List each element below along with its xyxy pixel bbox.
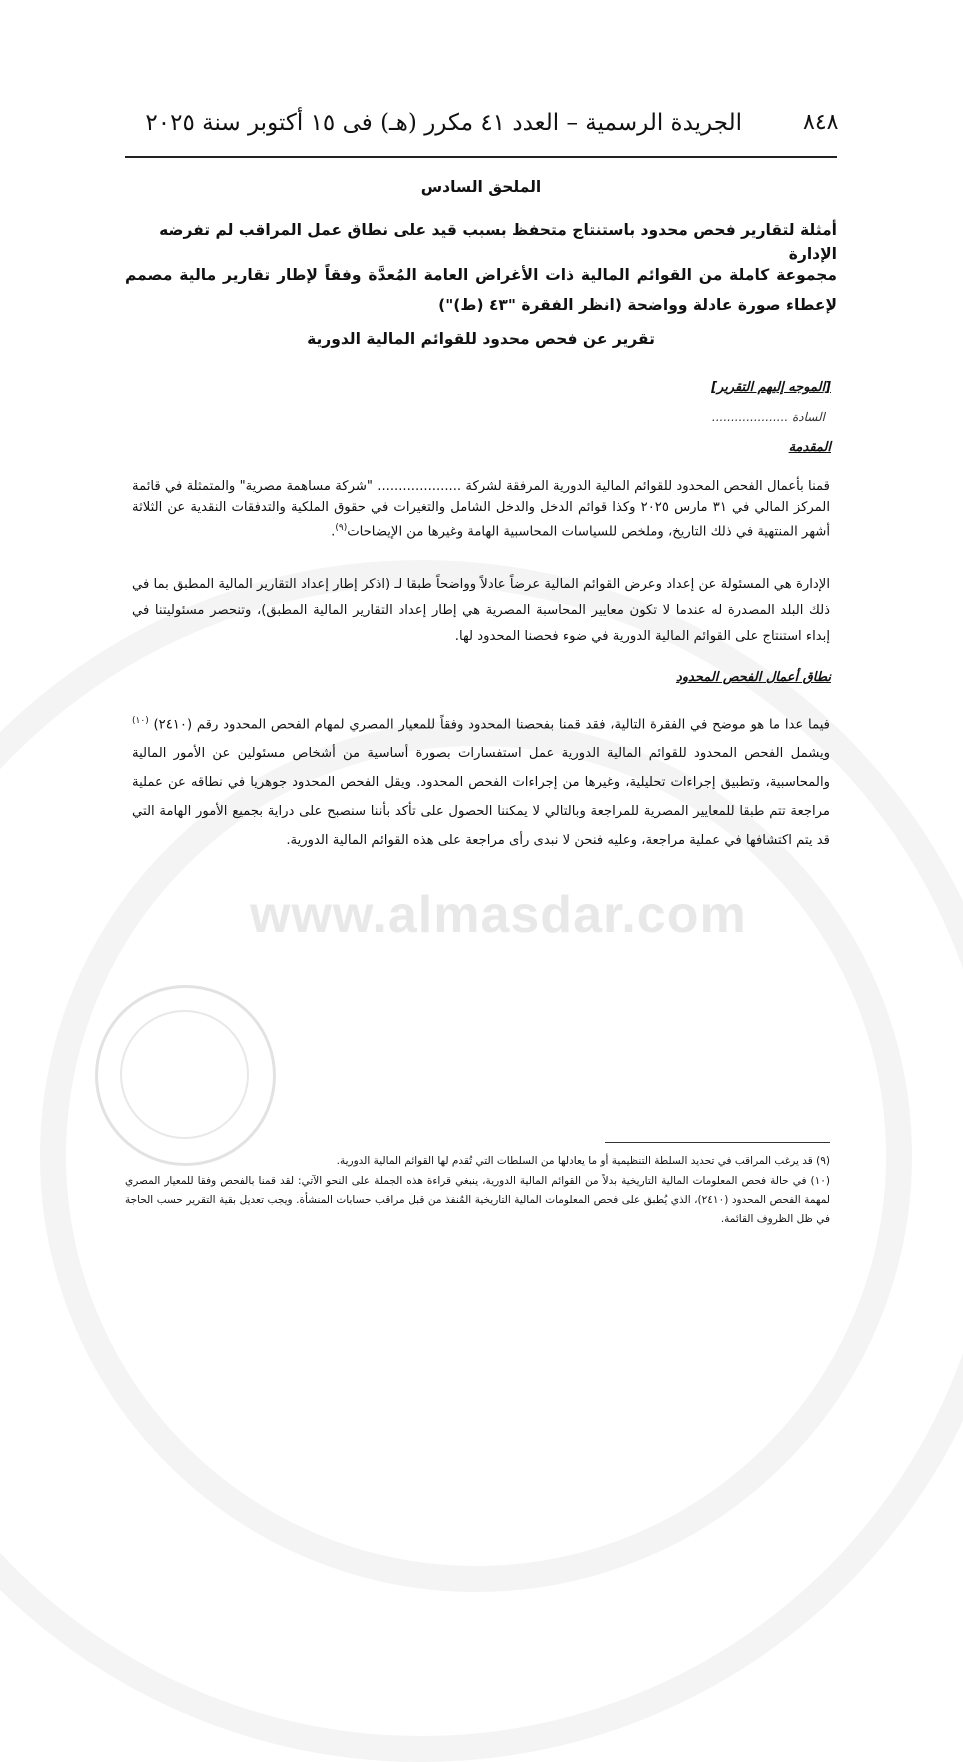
watermark-seal-icon xyxy=(95,985,276,1166)
scope-text-b: ويشمل الفحص المحدود للقوائم المالية الدورية عمل استفسارات بصورة أساسية من أشخاص مسئولين عن الأمور المالية والمحاسبية، وتطبيق إجراءات تحليلية، وغيرها من إجراءات الفحص المحدود. ويقل الفحص المحدود جوهريا في نطاقه عن عملية مراجعة تتم طبقا للمعايير المصرية للمراجعة وبالتالي لا يمكننا الحصول على تأكد بأننا سنصبح على دراية بجميع الأمور الهامة التي قد يتم اكتشافها في عملية مراجعة، وعليه فنحن لا نبدى رأى مراجعة على هذه القوائم المالية الدورية. xyxy=(132,746,830,849)
footnote-ref-10: (١٠) xyxy=(132,716,149,726)
gazette-title: الجريدة الرسمية – العدد ٤١ مكرر (هـ) فى ١٥ أكتوبر سنة ٢٠٢٥ xyxy=(145,110,742,136)
footnote-9-mark: (٩) xyxy=(816,1155,830,1167)
introduction-text-end: . xyxy=(331,524,336,540)
footnote-ref-9: (٩) xyxy=(335,523,348,533)
footnote-divider xyxy=(605,1142,830,1143)
scope-heading: نطاق أعمال الفحص المحدود xyxy=(675,670,831,685)
section-subtitle-2: مجموعة كاملة من القوائم المالية ذات الأغراض العامة المُعدَّة وفقاً لإطار تقارير مالية مصمم لإعطاء صورة عادلة وواضحة (انظر الفقرة "٤٣ (ط)") xyxy=(125,266,837,314)
footnote-10-text: في حالة فحص المعلومات المالية التاريخية بدلاً من القوائم المالية الدورية، ينبغي قراءة هذه الجملة على النحو الآتي: لقد قمنا بالفحص وفقا للمعيار المصري لمهمة الفحص المحدود (٢٤١٠)، الذي يُطبق على فحص المعلومات المالية التاريخية المُنفذ من قبل مراقب حسابات المنشأة. ويجب تعديل بقية التقرير حسب الحاجة في ظل الظروف القائمة. xyxy=(125,1175,830,1225)
footnote-10 xyxy=(125,1172,830,1229)
footnote-9-text: قد يرغب المراقب في تحديد السلطة التنظيمية أو ما يعادلها من السلطات التي تُقدم لها القوائم المالية الدورية. xyxy=(336,1155,813,1167)
header-divider xyxy=(125,156,837,158)
scope-text-a: فيما عدا ما هو موضح في الفقرة التالية، فقد قمنا بفحصنا المحدود وفقاً للمعيار المصري لمهام الفحص المحدود رقم (٢٤١٠) xyxy=(153,717,830,733)
introduction-heading: المقدمة xyxy=(788,440,831,455)
addressee-placeholder: السادة .................... xyxy=(711,410,825,424)
footnote-10-mark: (١٠) xyxy=(810,1175,830,1187)
footnote-9 xyxy=(125,1152,830,1171)
section-subtitle: أمثلة لتقارير فحص محدود باستنتاج متحفظ بسبب قيد على نطاق عمل المراقب لم تفرضه الإدارة xyxy=(159,221,837,263)
introduction-paragraph xyxy=(132,476,830,542)
scope-paragraph xyxy=(132,707,830,855)
watermark-url: www.almasdar.com xyxy=(250,886,747,944)
page-header xyxy=(125,102,837,150)
report-title: تقرير عن فحص محدود للقوائم المالية الدورية xyxy=(307,330,655,348)
page-number: ٨٤٨ xyxy=(803,110,839,135)
addressee-heading: [الموجه إليهم التقرير] xyxy=(711,380,831,395)
annex-title: الملحق السادس xyxy=(420,178,542,196)
introduction-text: قمنا بأعمال الفحص المحدود للقوائم المالية الدورية المرفقة لشركة .................... "شركة مساهمة مصرية" والمتمثلة في قائمة المركز المالي في ٣١ مارس ٢٠٢٥ وكذا قوائم الدخل والدخل الشامل والتغيرات في حقوق الملكية والتدفقات النقدية عن الثلاثة أشهر المنتهية في ذلك التاريخ، وملخص للسياسات المحاسبية الهامة وغيرها من الإيضاحات xyxy=(132,479,830,540)
responsibility-paragraph: الإدارة هي المسئولة عن إعداد وعرض القوائم المالية عرضاً عادلاً وواضحاً طبقا لـ (اذكر إطار إعداد التقارير المالية المطبق بما في ذلك البلد المصدرة له عندما لا تكون معايير المحاسبة المصرية هي إطار إعداد التقارير المالية المطبق)، وتنحصر مسئوليتنا في إبداء استنتاج على القوائم المالية الدورية في ضوء فحصنا المحدود لها. xyxy=(132,577,830,644)
